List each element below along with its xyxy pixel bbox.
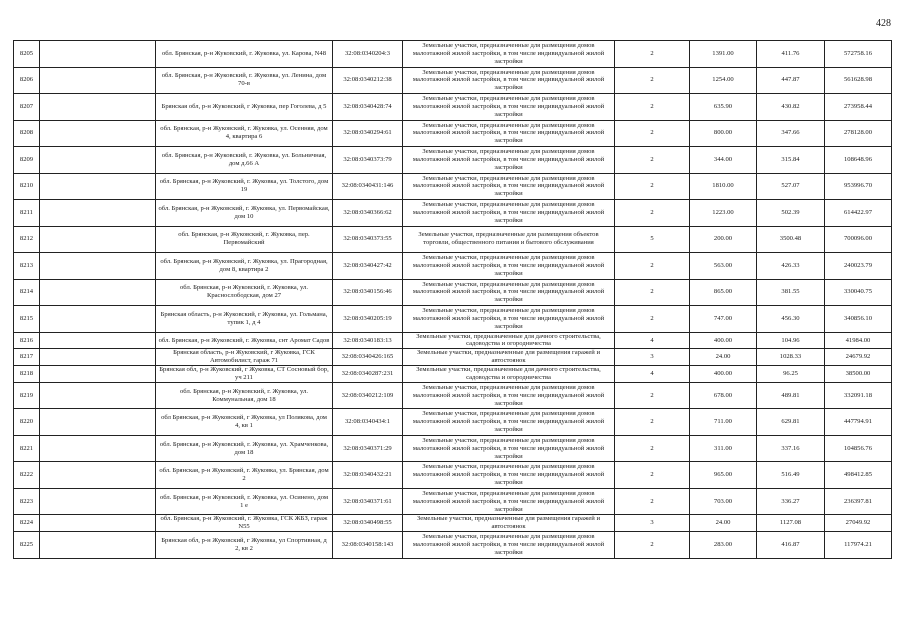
cadastral-value-cell: 614422.97 [825,200,892,227]
specific-value-cell: 96.25 [757,366,825,383]
use-group-cell: 4 [615,366,690,383]
blank-cell [40,515,156,532]
cadastral-number-cell: 32:08:0340366:62 [333,200,403,227]
area-cell: 200.00 [690,226,757,253]
use-group-cell: 2 [615,94,690,121]
specific-value-cell: 104.96 [757,332,825,349]
blank-cell [40,147,156,174]
use-group-cell: 5 [615,226,690,253]
row-number-cell: 8207 [14,94,40,121]
cadastral-number-cell: 32:08:0340427:42 [333,253,403,280]
cadastral-number-cell: 32:08:0340434:1 [333,409,403,436]
cadastral-number-cell: 32:08:0340371:61 [333,488,403,515]
cadastral-value-cell: 41984.00 [825,332,892,349]
land-use-purpose-cell: Земельные участки, предназначенные для размещения домов малоэтажной жилой застройки, в том числе индивидуальной жилой застройки [403,41,615,68]
area-cell: 635.90 [690,94,757,121]
area-cell: 678.00 [690,382,757,409]
cadastral-value-cell: 332091.18 [825,382,892,409]
address-cell: обл. Брянская, р-н Жуковский, г. Жуковка, ул. Брянская, дом 2 [156,462,333,489]
area-cell: 1223.00 [690,200,757,227]
cadastral-number-cell: 32:08:0340432:21 [333,462,403,489]
address-cell: Брянская область, р-н Жуковский, г Жуковка, ул. Гольмана, тупик 1, д 4 [156,306,333,333]
specific-value-cell: 336.27 [757,488,825,515]
use-group-cell: 2 [615,253,690,280]
row-number-cell: 8208 [14,120,40,147]
cadastral-value-cell: 561628.98 [825,67,892,94]
address-cell: Брянская обл, р-н Жуковский, г Жуковка, СТ Сосновый бор, уч 211 [156,366,333,383]
land-use-purpose-cell: Земельные участки, предназначенные для размещения домов малоэтажной жилой застройки, в том числе индивидуальной жилой застройки [403,462,615,489]
address-cell: обл. Брянская, р-н Жуковский, г. Жуковка, ул. Ленина, дом 70-в [156,67,333,94]
area-cell: 747.00 [690,306,757,333]
table-row [14,306,892,333]
blank-cell [40,332,156,349]
table-row [14,120,892,147]
cadastral-value-cell: 953996.70 [825,173,892,200]
cadastral-number-cell: 32:08:0340498:55 [333,515,403,532]
cadastral-number-cell: 32:08:0340156:46 [333,279,403,306]
row-number-cell: 8212 [14,226,40,253]
table-row [14,462,892,489]
table-row [14,41,892,68]
cadastral-number-cell: 32:08:0340373:79 [333,147,403,174]
blank-cell [40,200,156,227]
use-group-cell: 2 [615,120,690,147]
row-number-cell: 8222 [14,462,40,489]
address-cell: Брянская обл, р-н Жуковский, г Жуковка, пер Гоголева, д 5 [156,94,333,121]
address-cell: обл. Брянская, р-н Жуковский, г. Жуковка, ул. Карова, N48 [156,41,333,68]
use-group-cell: 2 [615,532,690,559]
land-use-purpose-cell: Земельные участки, предназначенные для размещения домов малоэтажной жилой застройки, в том числе индивидуальной жилой застройки [403,147,615,174]
use-group-cell: 2 [615,279,690,306]
land-use-purpose-cell: Земельные участки, предназначенные для размещения домов малоэтажной жилой застройки, в том числе индивидуальной жилой застройки [403,200,615,227]
table-row [14,94,892,121]
address-cell: обл. Брянская, р-н Жуковский, г. Жуковка, ул. Первомайская, дом 10 [156,200,333,227]
cadastral-value-cell: 38500.00 [825,366,892,383]
use-group-cell: 4 [615,332,690,349]
row-number-cell: 8219 [14,382,40,409]
table-row [14,435,892,462]
table-row [14,332,892,349]
table-row [14,349,892,366]
table-row [14,147,892,174]
cadastral-value-cell: 117974.21 [825,532,892,559]
cadastral-number-cell: 32:08:0340373:55 [333,226,403,253]
row-number-cell: 8225 [14,532,40,559]
row-number-cell: 8215 [14,306,40,333]
row-number-cell: 8224 [14,515,40,532]
row-number-cell: 8223 [14,488,40,515]
address-cell: обл. Брянская, р-н Жуковский, г. Жуковка, ул. Больничная, дом д.66 А [156,147,333,174]
table-row [14,200,892,227]
use-group-cell: 2 [615,41,690,68]
blank-cell [40,532,156,559]
cadastral-number-cell: 32:08:0340371:29 [333,435,403,462]
cadastral-number-cell: 32:08:0340431:146 [333,173,403,200]
cadastral-value-cell: 572758.16 [825,41,892,68]
cadastral-value-cell: 700096.00 [825,226,892,253]
cadastral-value-cell: 236397.81 [825,488,892,515]
table-body [14,41,892,559]
blank-cell [40,94,156,121]
cadastral-value-cell: 104856.76 [825,435,892,462]
use-group-cell: 2 [615,67,690,94]
area-cell: 283.00 [690,532,757,559]
land-use-purpose-cell: Земельные участки, предназначенные для размещения домов малоэтажной жилой застройки, в том числе индивидуальной жилой застройки [403,306,615,333]
area-cell: 800.00 [690,120,757,147]
cadastral-registry-table [13,40,892,559]
area-cell: 703.00 [690,488,757,515]
specific-value-cell: 447.87 [757,67,825,94]
specific-value-cell: 3500.48 [757,226,825,253]
use-group-cell: 3 [615,349,690,366]
address-cell: обл. Брянская, р-н Жуковский, г. Жуковка, ул. Толстого, дом 19 [156,173,333,200]
specific-value-cell: 381.55 [757,279,825,306]
table-row [14,382,892,409]
land-use-purpose-cell: Земельные участки, предназначенные для размещения домов малоэтажной жилой застройки, в том числе индивидуальной жилой застройки [403,94,615,121]
specific-value-cell: 416.87 [757,532,825,559]
address-cell: обл. Брянская, р-н Жуковский, г. Жуковка, снт Аромат Садов [156,332,333,349]
specific-value-cell: 456.30 [757,306,825,333]
land-use-purpose-cell: Земельные участки, предназначенные для размещения домов малоэтажной жилой застройки, в том числе индивидуальной жилой застройки [403,409,615,436]
land-use-purpose-cell: Земельные участки, предназначенные для размещения домов малоэтажной жилой застройки, в том числе индивидуальной жилой застройки [403,488,615,515]
cadastral-number-cell: 32:08:0340212:109 [333,382,403,409]
specific-value-cell: 1127.08 [757,515,825,532]
row-number-cell: 8211 [14,200,40,227]
specific-value-cell: 1028.33 [757,349,825,366]
land-use-purpose-cell: Земельные участки, предназначенные для размещения домов малоэтажной жилой застройки, в том числе индивидуальной жилой застройки [403,253,615,280]
blank-cell [40,41,156,68]
blank-cell [40,382,156,409]
cadastral-number-cell: 32:08:0340158:143 [333,532,403,559]
row-number-cell: 8209 [14,147,40,174]
row-number-cell: 8213 [14,253,40,280]
address-cell: обл. Брянская, р-н Жуковский, г. Жуковка, ул. Храмченкова, дом 18 [156,435,333,462]
specific-value-cell: 527.07 [757,173,825,200]
row-number-cell: 8206 [14,67,40,94]
row-number-cell: 8217 [14,349,40,366]
table-row [14,226,892,253]
address-cell: Брянская область, р-н Жуковский, г Жуковка, ГСК Автомобилист, гараж 71 [156,349,333,366]
table-row [14,279,892,306]
cadastral-value-cell: 27049.92 [825,515,892,532]
use-group-cell: 2 [615,409,690,436]
area-cell: 24.00 [690,515,757,532]
area-cell: 1254.00 [690,67,757,94]
cadastral-number-cell: 32:08:0340426:165 [333,349,403,366]
specific-value-cell: 489.81 [757,382,825,409]
use-group-cell: 2 [615,306,690,333]
row-number-cell: 8218 [14,366,40,383]
page-number: 428 [876,18,891,29]
specific-value-cell: 347.66 [757,120,825,147]
address-cell: обл Брянская, р-н Жуковский, г Жуковка, ул Полякова, дом 4, кв 1 [156,409,333,436]
specific-value-cell: 629.81 [757,409,825,436]
row-number-cell: 8221 [14,435,40,462]
area-cell: 344.00 [690,147,757,174]
area-cell: 1810.00 [690,173,757,200]
land-use-purpose-cell: Земельные участки, предназначенные для размещения домов малоэтажной жилой застройки, в том числе индивидуальной жилой застройки [403,279,615,306]
area-cell: 24.00 [690,349,757,366]
blank-cell [40,488,156,515]
blank-cell [40,67,156,94]
area-cell: 563.00 [690,253,757,280]
row-number-cell: 8216 [14,332,40,349]
cadastral-value-cell: 108648.96 [825,147,892,174]
specific-value-cell: 502.39 [757,200,825,227]
address-cell: обл. Брянская, р-н Жуковский, г. Жуковка, ул. Прагородная, дом 8, квартира 2 [156,253,333,280]
table-row [14,409,892,436]
land-use-purpose-cell: Земельные участки, предназначенные для размещения домов малоэтажной жилой застройки, в том числе индивидуальной жилой застройки [403,173,615,200]
table-row [14,67,892,94]
specific-value-cell: 411.76 [757,41,825,68]
table-row [14,515,892,532]
row-number-cell: 8214 [14,279,40,306]
cadastral-value-cell: 498412.85 [825,462,892,489]
cadastral-number-cell: 32:08:0340183:13 [333,332,403,349]
row-number-cell: 8220 [14,409,40,436]
land-use-purpose-cell: Земельные участки, предназначенные для размещения домов малоэтажной жилой застройки, в том числе индивидуальной жилой застройки [403,67,615,94]
cadastral-number-cell: 32:08:0340212:38 [333,67,403,94]
table-row [14,253,892,280]
use-group-cell: 2 [615,200,690,227]
table-row [14,366,892,383]
land-use-purpose-cell: Земельные участки, предназначенные для дачного строительства, садоводства и огородничества [403,332,615,349]
row-number-cell: 8205 [14,41,40,68]
table-row [14,488,892,515]
area-cell: 400.00 [690,366,757,383]
specific-value-cell: 337.16 [757,435,825,462]
table-row [14,173,892,200]
use-group-cell: 2 [615,147,690,174]
blank-cell [40,366,156,383]
land-use-purpose-cell: Земельные участки, предназначенные для размещения домов малоэтажной жилой застройки, в том числе индивидуальной жилой застройки [403,120,615,147]
use-group-cell: 2 [615,488,690,515]
cadastral-value-cell: 273958.44 [825,94,892,121]
cadastral-number-cell: 32:08:0340287:231 [333,366,403,383]
land-use-purpose-cell: Земельные участки, предназначенные для размещения гаражей и автостоянок [403,515,615,532]
area-cell: 865.00 [690,279,757,306]
land-use-purpose-cell: Земельные участки, предназначенные для размещения домов малоэтажной жилой застройки, в том числе индивидуальной жилой застройки [403,382,615,409]
cadastral-value-cell: 278128.00 [825,120,892,147]
area-cell: 400.00 [690,332,757,349]
land-use-purpose-cell: Земельные участки, предназначенные для дачного строительства, садоводства и огородничества [403,366,615,383]
area-cell: 711.00 [690,409,757,436]
use-group-cell: 2 [615,462,690,489]
blank-cell [40,306,156,333]
area-cell: 311.00 [690,435,757,462]
land-use-purpose-cell: Земельные участки, предназначенные для размещения объектов торговли, общественного питания и бытового обслуживания [403,226,615,253]
specific-value-cell: 516.49 [757,462,825,489]
use-group-cell: 2 [615,382,690,409]
cadastral-value-cell: 24679.92 [825,349,892,366]
cadastral-value-cell: 330040.75 [825,279,892,306]
land-use-purpose-cell: Земельные участки, предназначенные для размещения домов малоэтажной жилой застройки, в том числе индивидуальной жилой застройки [403,532,615,559]
land-use-purpose-cell: Земельные участки, предназначенные для размещения гаражей и автостоянок [403,349,615,366]
address-cell: обл. Брянская, р-н Жуковский, г. Жуковка, пер. Первомайский [156,226,333,253]
cadastral-number-cell: 32:08:0340428:74 [333,94,403,121]
specific-value-cell: 430.82 [757,94,825,121]
blank-cell [40,435,156,462]
blank-cell [40,279,156,306]
use-group-cell: 2 [615,173,690,200]
blank-cell [40,462,156,489]
address-cell: обл. Брянская, р-н Жуковский, г. Жуковка, ГСК ЖБЗ, гараж N55 [156,515,333,532]
blank-cell [40,226,156,253]
blank-cell [40,173,156,200]
address-cell: обл. Брянская, р-н Жуковский, г. Жуковка, ул. Краснослободская, дом 27 [156,279,333,306]
land-use-purpose-cell: Земельные участки, предназначенные для размещения домов малоэтажной жилой застройки, в том числе индивидуальной жилой застройки [403,435,615,462]
table-row [14,532,892,559]
area-cell: 1391.00 [690,41,757,68]
blank-cell [40,253,156,280]
address-cell: обл. Брянская, р-н Жуковский, г. Жуковка, ул. Коммунальная, дом 18 [156,382,333,409]
cadastral-number-cell: 32:08:0340205:19 [333,306,403,333]
address-cell: Брянская обл, р-н Жуковский, г Жуковка, ул Спортивная, д 2, кв 2 [156,532,333,559]
address-cell: обл. Брянская, р-н Жуковский, г. Жуковка, ул. Осенняя, дом 4, квартира 6 [156,120,333,147]
cadastral-value-cell: 447794.91 [825,409,892,436]
blank-cell [40,349,156,366]
cadastral-value-cell: 240023.79 [825,253,892,280]
blank-cell [40,120,156,147]
cadastral-value-cell: 340856.10 [825,306,892,333]
address-cell: обл. Брянская, р-н Жуковский, г. Жуковка, ул. Осинено, дом 1 е [156,488,333,515]
blank-cell [40,409,156,436]
specific-value-cell: 315.84 [757,147,825,174]
cadastral-number-cell: 32:08:0340294:61 [333,120,403,147]
use-group-cell: 2 [615,435,690,462]
use-group-cell: 3 [615,515,690,532]
specific-value-cell: 426.33 [757,253,825,280]
area-cell: 965.00 [690,462,757,489]
row-number-cell: 8210 [14,173,40,200]
cadastral-number-cell: 32:08:0340204:3 [333,41,403,68]
